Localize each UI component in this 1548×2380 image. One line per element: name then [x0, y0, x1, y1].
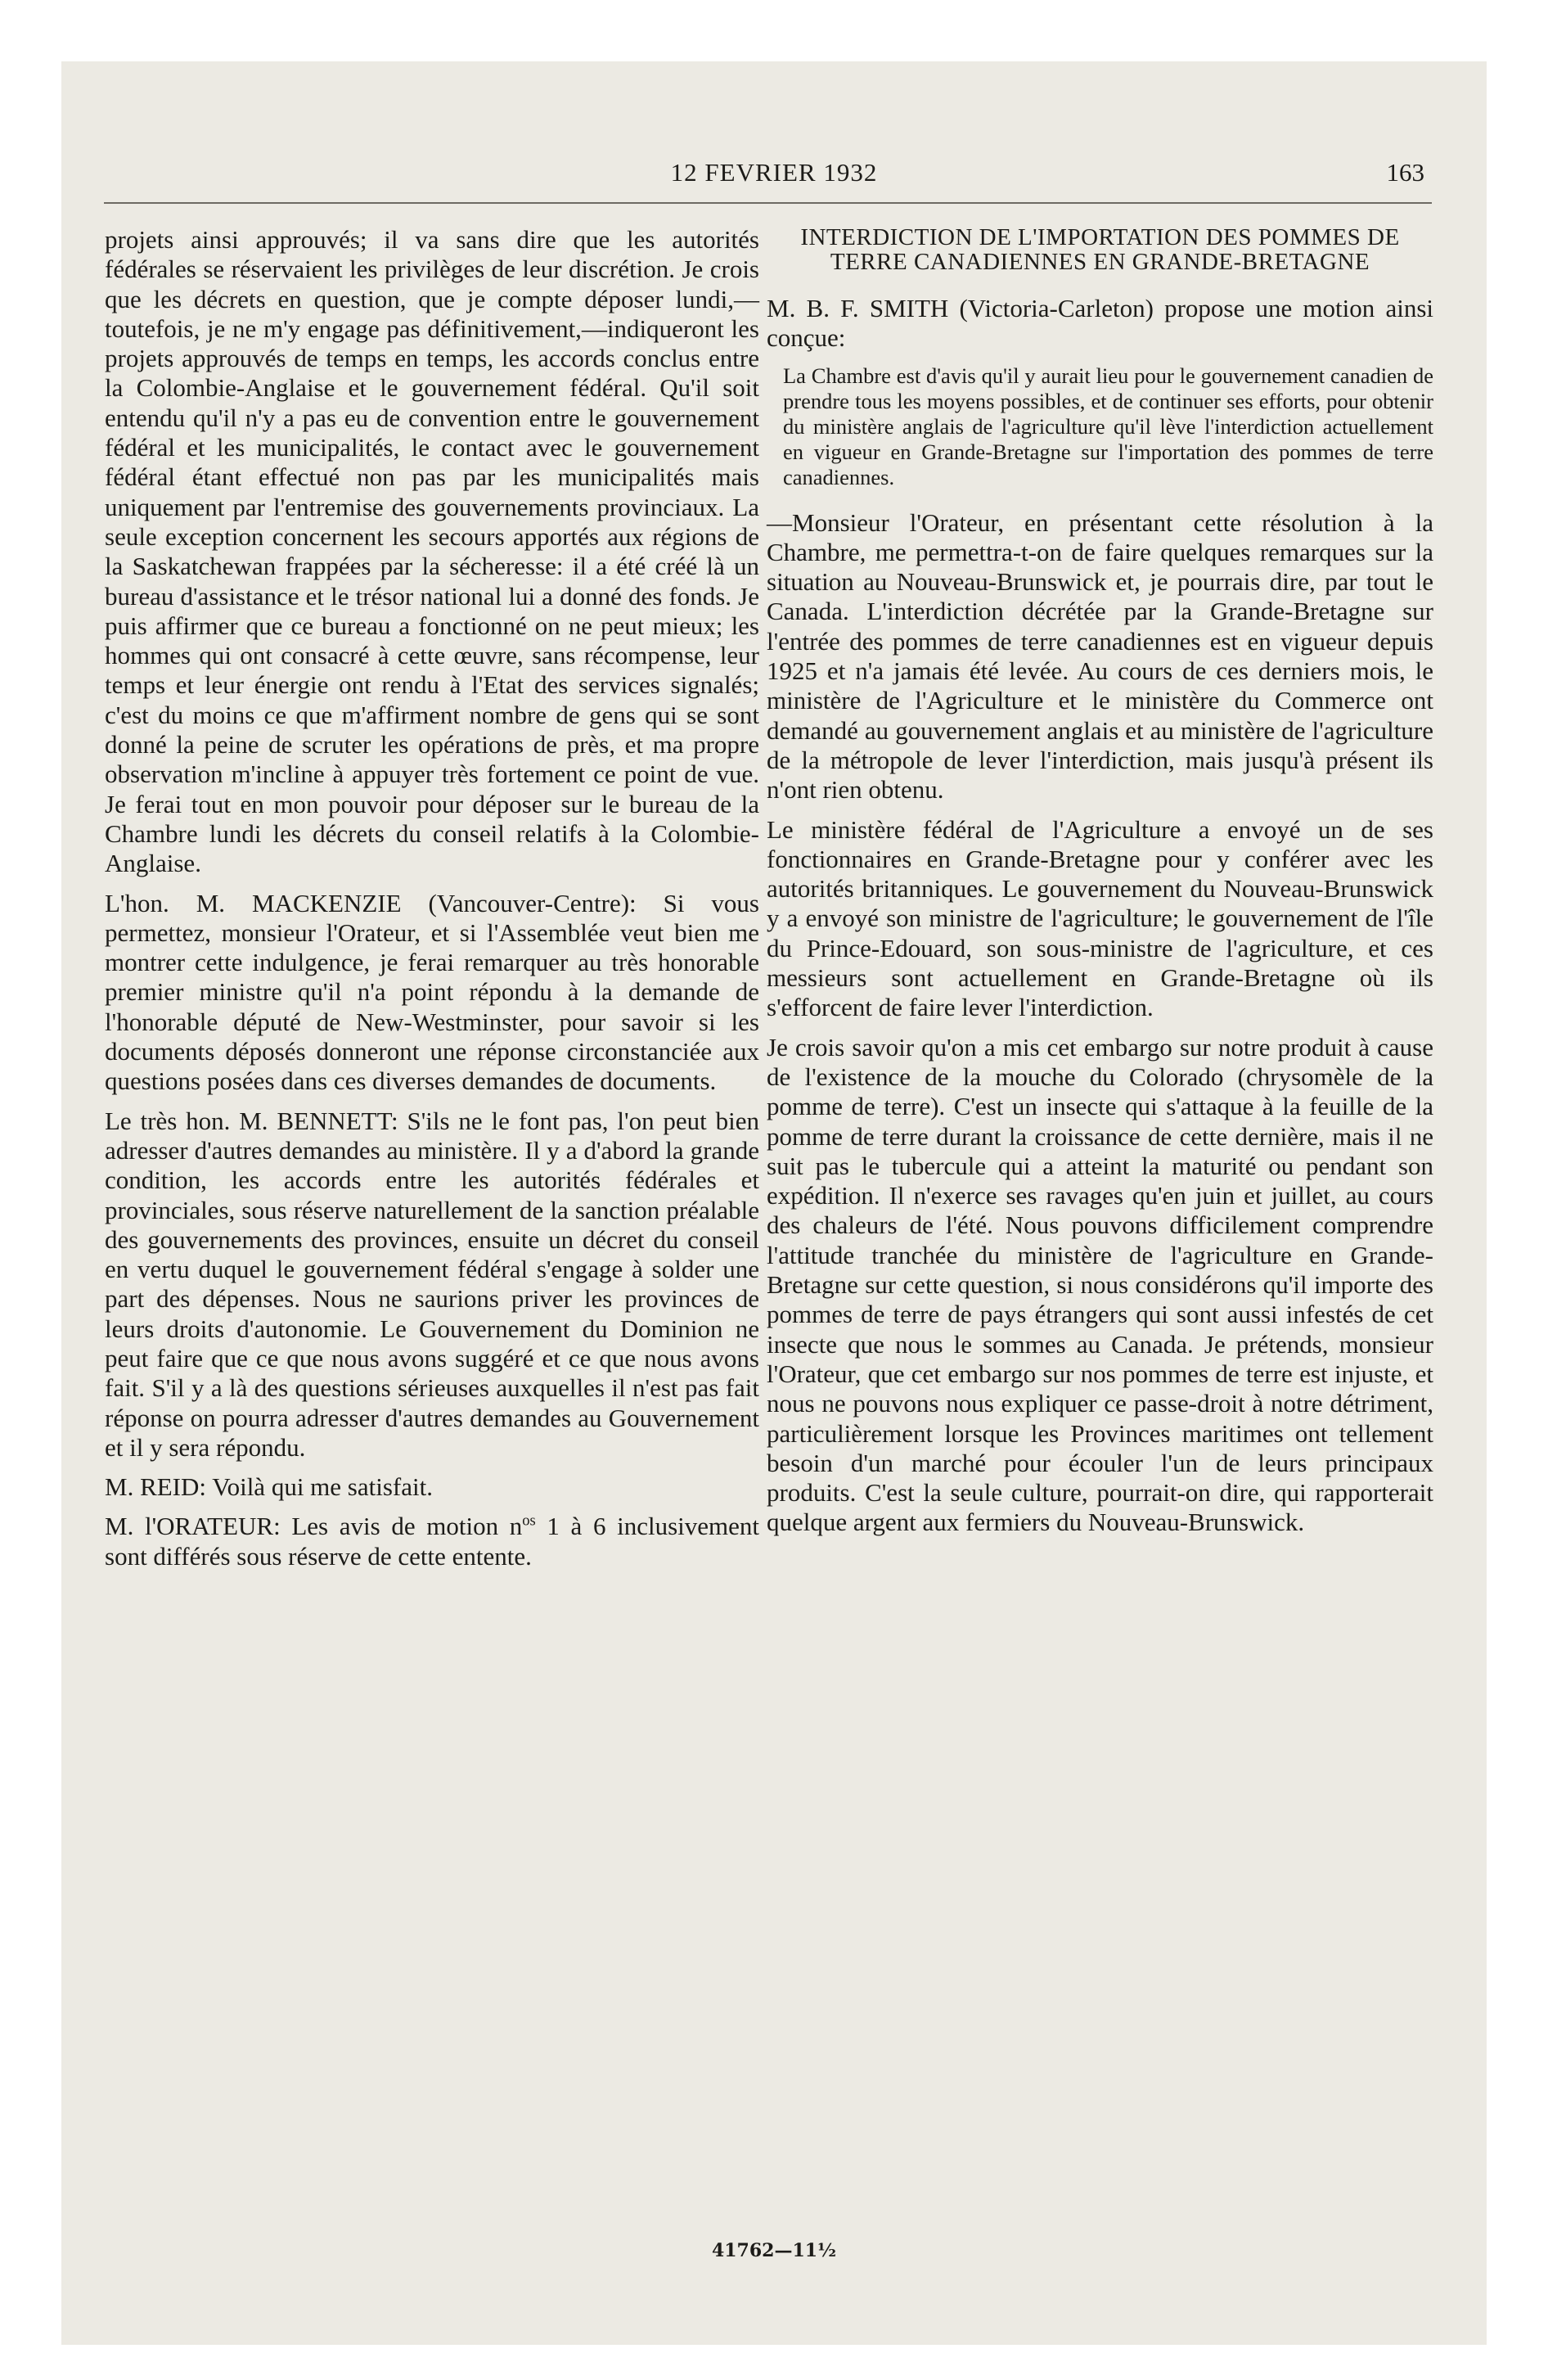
- paragraph: L'hon. M. MACKENZIE (Vancouver-Centre): Si vous permettez, monsieur l'Orateur, et si l'Assemblée veut bien me montrer cette indulgence, je ferai remarquer au très honorable premier ministre qu'il n'a point répondu à la demande de l'honorable député de New-Westminster, pour savoir si les documents déposés donneront une réponse circonstanciée aux questions posées dans ces diverses demandes de documents.: [105, 888, 759, 1096]
- superscript: os: [522, 1512, 536, 1530]
- document-page: [61, 61, 1487, 2345]
- printer-signature: 41762—11½: [711, 2240, 837, 2261]
- header-rule: [104, 202, 1432, 204]
- text-fragment: 1 à 6 inclusivement sont différés sous réserve de cette entente.: [105, 1512, 759, 1571]
- section-heading: INTERDICTION DE L'IMPORTATION DES POMMES DE TERRE CANADIENNES EN GRANDE-BRETAGNE: [800, 224, 1400, 275]
- right-column: [767, 225, 1433, 1548]
- page-date-title: 12 FEVRIER 1932: [670, 158, 878, 187]
- paragraph: —Monsieur l'Orateur, en présentant cette résolution à la Chambre, me permettra-t-on de faire quelques remarques sur la situation au Nouveau-Brunswick et, je pourrais dire, par tout le Canada. L'interdiction décrétée par la Grande-Bretagne sur l'entrée des pommes de terre canadiennes est en vigueur depuis 1925 et n'a jamais été levée. Au cours de ces derniers mois, le ministère de l'Agriculture et le ministère du Commerce ont demandé au gouvernement anglais et au ministère de l'agriculture de la métropole de lever l'interdiction, mais jusqu'à présent ils n'ont rien obtenu.: [767, 507, 1433, 805]
- paragraph: projets ainsi approuvés; il va sans dire que les autorités fédérales se réservaient les privilèges de leur discrétion. Je crois que les décrets en question, que je compte déposer lundi,—toutefois, je ne m'y engage pas définitivement,—indiqueront les projets approuvés de temps en temps, les accords conclus entre la Colombie-Anglaise et le gouvernement fédéral. Qu'il soit entendu qu'il n'y a pas eu de convention entre le gouvernement fédéral et les municipalités, le contact avec le gouvernement fédéral étant effectué non pas par les municipalités mais uniquement par l'entremise des gouvernements provinciaux. La seule exception concernent les secours apportés aux régions de la Saskatchewan frappées par la sécheresse: il a été créé là un bureau d'assistance et le trésor national lui a donné des fonds. Je puis affirmer que ce bureau a fonctionné on ne peut mieux; les hommes qui ont consacré à cette œuvre, sans récompense, leur temps et leur énergie ont rendu à l'Etat des services signalés; c'est du moins ce que m'affirment nombre de gens qui se sont donné la peine de scruter les opérations de près, et ma propre observation m'incline à appuyer très fortement ce point de vue. Je ferai tout en mon pouvoir pour déposer sur le bureau de la Chambre lundi les décrets du conseil relatifs à la Colombie-Anglaise.: [105, 225, 759, 878]
- paragraph: Le très hon. M. BENNETT: S'ils ne le font pas, l'on peut bien adresser d'autres demandes au ministère. Il y a d'abord la grande condition, les accords entre les autorités fédérales et provinciales, sous réserve naturellement de la sanction préalable des gouvernements des provinces, ensuite un décret du conseil en vertu duquel le gouvernement fédéral s'engage à solder une part des dépenses. Nous ne saurions priver les provinces de leurs droits d'autonomie. Le Gouvernement du Dominion ne peut faire que ce que nous avons suggéré et ce que nous avons fait. S'il y a là des questions sérieuses auxquelles il n'est pas fait réponse on pourra adresser d'autres demandes au Gouvernement et il y sera répondu.: [105, 1106, 759, 1462]
- page-header: [61, 158, 1487, 199]
- paragraph: M. REID: Voilà qui me satisfait.: [105, 1472, 433, 1502]
- paragraph: M. B. F. SMITH (Victoria-Carleton) propose une motion ainsi conçue:: [767, 294, 1433, 353]
- text-fragment: M. l'ORATEUR: Les avis de motion n: [105, 1512, 523, 1541]
- left-column: [105, 225, 759, 1581]
- page-number: 163: [1386, 158, 1424, 187]
- paragraph: Je crois savoir qu'on a mis cet embargo sur notre produit à cause de l'existence de la mouche du Colorado (chrysomèle de la pomme de terre). C'est un insecte qui s'attaque à la feuille de la pomme de terre durant la croissance de cette dernière, mais il ne suit pas le tubercule qui a atteint la maturité ou pendant son expédition. Il n'exerce ses ravages qu'en juin et juillet, au cours des chaleurs de l'été. Nous pouvons difficilement comprendre l'attitude tranchée du ministère de l'agriculture en Grande-Bretagne sur cette question, si nous considérons qu'il importe des pommes de terre de pays étrangers qui sont aussi infestés de cet insecte que nous le sommes au Canada. Je prétends, monsieur l'Orateur, que cet embargo sur nos pommes de terre est injuste, et nous ne pouvons nous expliquer ce passe-droit à notre détriment, particulièrement lorsque les Provinces maritimes ont tellement besoin d'un marché pour écouler l'un de leurs principaux produits. C'est la seule culture, pourrait-on dire, qui rapporterait quelque argent aux fermiers du Nouveau-Brunswick.: [767, 1032, 1433, 1537]
- paragraph: [105, 1512, 759, 1571]
- paragraph: Le ministère fédéral de l'Agriculture a envoyé un de ses fonctionnaires en Grande-Bretagne pour y conférer avec les autorités britanniques. Le gouvernement du Nouveau-Brunswick y a envoyé son ministre de l'agriculture; le gouvernement de l'île du Prince-Edouard, son sous-ministre de l'agriculture, et ces messieurs sont actuellement en Grande-Bretagne où ils s'efforcent de faire lever l'interdiction.: [767, 814, 1433, 1022]
- motion-quote: La Chambre est d'avis qu'il y aurait lieu pour le gouvernement canadien de prendre tous les moyens possibles, et de continuer ses efforts, pour obtenir du ministère anglais de l'agriculture qu'il lève l'interdiction actuellement en vigueur en Grande-Bretagne sur l'importation des pommes de terre canadiennes.: [783, 363, 1433, 489]
